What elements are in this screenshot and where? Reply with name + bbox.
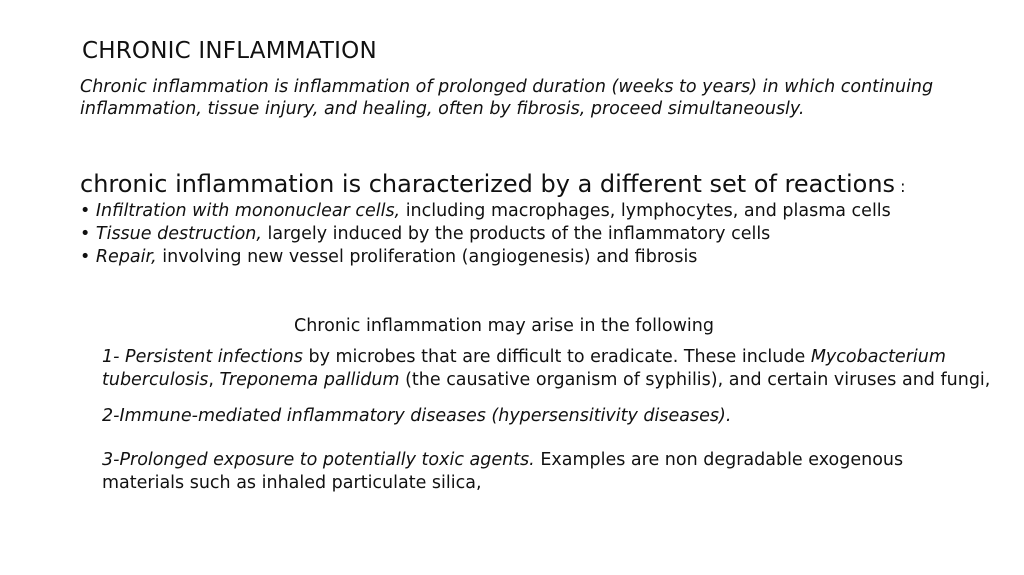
organism-treponema: Treponema pallidum: [219, 370, 400, 390]
item-1-text-2: (the causative organism of syphilis), and certain viruses and fungi,: [399, 370, 991, 390]
bullet-text: including macrophages, lymphocytes, and plasma cells: [400, 201, 891, 221]
intro-line-2: inflammation, tissue injury, and healing, often by fibrosis, proceed simultaneously.: [80, 99, 805, 119]
item-3-text: Examples are non degradable exogenous: [534, 450, 904, 470]
bullet-term: Infiltration with mononuclear cells,: [95, 201, 401, 221]
page-title: CHRONIC INFLAMMATION: [82, 38, 377, 64]
arise-item-3-line-1: [102, 450, 903, 470]
item-1-text: by microbes that are difficult to eradicate. These include: [302, 347, 811, 367]
item-1-separator: ,: [208, 370, 220, 390]
bullet-marker: •: [80, 224, 96, 244]
bullet-text: involving new vessel proliferation (angiogenesis) and fibrosis: [156, 247, 698, 267]
intro-line-1: Chronic inflammation is inflammation of prolonged duration (weeks to years) in which continuing: [80, 77, 934, 97]
arise-item-1-line-2: [102, 370, 990, 390]
arise-heading: Chronic inflammation may arise in the following: [294, 316, 714, 336]
organism-mycobacterium: Mycobacterium: [810, 347, 946, 367]
reactions-heading-colon: :: [895, 177, 906, 196]
arise-item-3-line-2: materials such as inhaled particulate silica,: [102, 473, 482, 493]
reactions-heading: [80, 170, 906, 198]
bullet-marker: •: [80, 247, 96, 267]
item-3-term: 3-Prolonged exposure to potentially toxic agents.: [102, 450, 535, 470]
arise-item-2: 2-Immune-mediated inflammatory diseases (hypersensitivity diseases).: [102, 406, 732, 426]
reaction-bullet-repair: [80, 247, 697, 267]
bullet-term: Tissue destruction,: [95, 224, 262, 244]
reactions-heading-text: chronic inflammation is characterized by a different set of reactions: [80, 170, 896, 198]
bullet-marker: •: [80, 201, 96, 221]
bullet-text: largely induced by the products of the inflammatory cells: [261, 224, 771, 244]
item-1-term: 1- Persistent infections: [102, 347, 303, 367]
organism-tuberculosis: tuberculosis: [102, 370, 209, 390]
reaction-bullet-infiltration: [80, 201, 891, 221]
bullet-term: Repair,: [95, 247, 157, 267]
arise-item-1-line-1: [102, 347, 946, 367]
reaction-bullet-tissue-destruction: [80, 224, 770, 244]
